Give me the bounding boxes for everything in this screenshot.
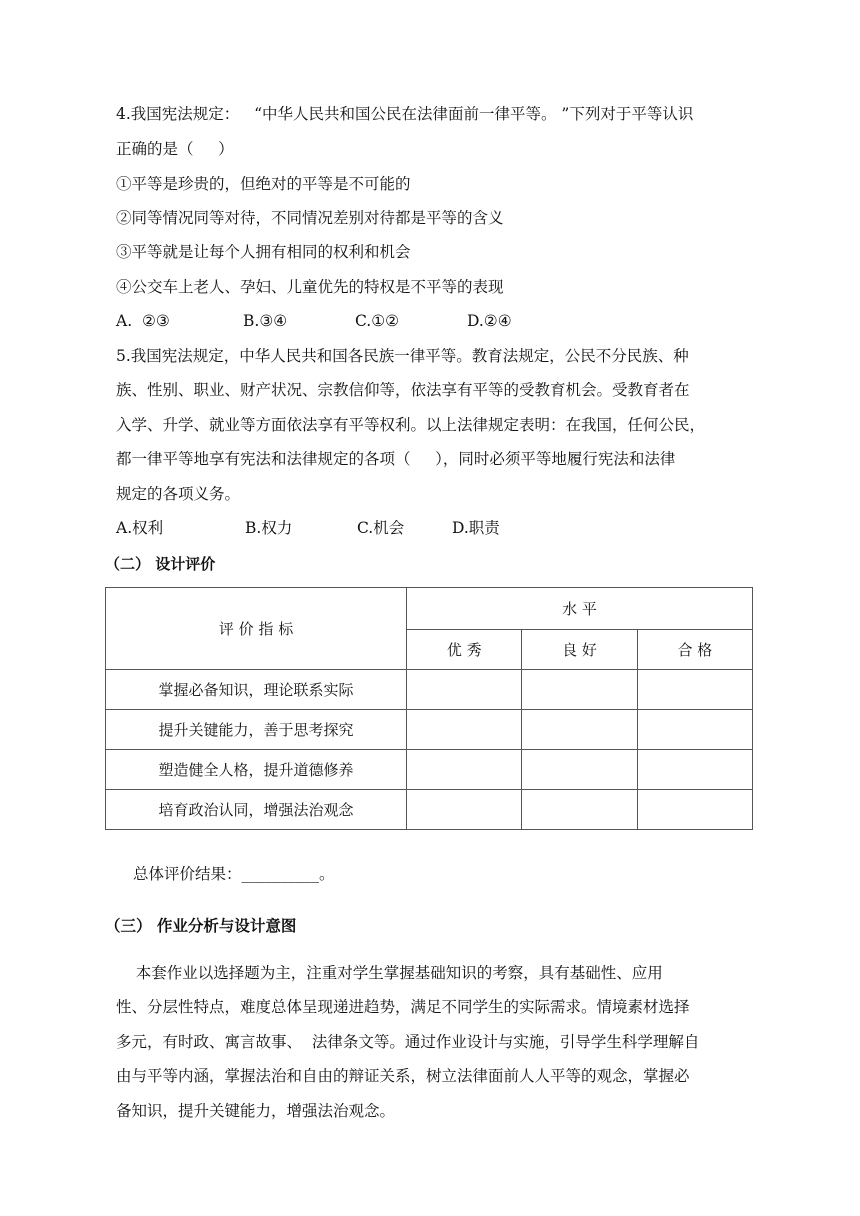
q4-choice-b: B.③④ xyxy=(243,312,288,330)
rating-cell[interactable] xyxy=(407,670,522,710)
rating-cell[interactable] xyxy=(407,790,522,830)
q5-stem-line4: 都一律平等地享有宪法和法律规定的各项（ ），同时必须平等地履行宪法和法律 xyxy=(116,450,676,468)
rating-cell[interactable] xyxy=(522,670,637,710)
evaluation-table xyxy=(105,587,753,830)
rating-cell[interactable] xyxy=(522,710,637,750)
q4-stem-line1: 4.我国宪法规定： “中华人民共和国公民在法律面前一律平等。 ”下列对于平等认识 xyxy=(116,105,694,123)
rating-cell[interactable] xyxy=(637,710,752,750)
analysis-line4: 由与平等内涵，掌握法治和自由的辩证关系，树立法律面前人人平等的观念，掌握必 xyxy=(116,1067,690,1085)
q4-choice-c: C.①② xyxy=(355,312,400,330)
q5-stem-line2: 族、性别、职业、财产状况、宗教信仰等，依法享有平等的受教育机会。受教育者在 xyxy=(116,381,690,399)
rating-cell[interactable] xyxy=(522,750,637,790)
analysis-line2: 性、分层性特点，难度总体呈现递进趋势，满足不同学生的实际需求。情境素材选择 xyxy=(116,998,690,1016)
q5-choice-d: D.职责 xyxy=(452,519,500,537)
rating-cell[interactable] xyxy=(522,790,637,830)
q4-stem-line2: 正确的是（ ） xyxy=(116,140,234,158)
table-row xyxy=(106,670,753,710)
q5-stem-line3: 入学、升学、就业等方面依法享有平等权利。以上法律规定表明：在我国，任何公民， xyxy=(116,416,706,434)
q5-stem-line5: 规定的各项义务。 xyxy=(116,485,241,503)
table-row xyxy=(106,750,753,790)
rating-cell[interactable] xyxy=(407,710,522,750)
q5-choice-a: A.权利 xyxy=(116,519,164,537)
rating-cell[interactable] xyxy=(637,670,752,710)
q5-choice-c: C.机会 xyxy=(357,519,405,537)
analysis-line1: 本套作业以选择题为主，注重对学生掌握基础知识的考察，具有基础性、应用 xyxy=(116,964,663,982)
section2-heading: （二） 设计评价 xyxy=(105,555,216,573)
criterion-cell: 提升关键能力，善于思考探究 xyxy=(106,710,407,750)
q5-choice-b: B.权力 xyxy=(245,519,293,537)
analysis-line3: 多元，有时政、寓言故事、 法律条文等。通过作业设计与实施，引导学生科学理解自 xyxy=(116,1033,700,1051)
level-excellent: 优 秀 xyxy=(407,630,522,670)
criterion-cell: 培育政治认同，增强法治观念 xyxy=(106,790,407,830)
q4-choice-a: A. ②③ xyxy=(116,312,170,330)
rating-cell[interactable] xyxy=(637,750,752,790)
criteria-header: 评 价 指 标 xyxy=(106,588,407,670)
section3-heading: （三） 作业分析与设计意图 xyxy=(105,917,297,935)
criterion-cell: 掌握必备知识，理论联系实际 xyxy=(106,670,407,710)
q4-option-1: ①平等是珍贵的，但绝对的平等是不可能的 xyxy=(116,175,411,193)
q4-choice-d: D.②④ xyxy=(467,312,512,330)
q4-option-3: ③平等就是让每个人拥有相同的权利和机会 xyxy=(116,243,411,261)
q4-option-2: ②同等情况同等对待，不同情况差别对待都是平等的含义 xyxy=(116,209,504,227)
overall-result: 总体评价结果：__________。 xyxy=(133,865,335,883)
q4-option-4: ④公交车上老人、孕妇、儿童优先的特权是不平等的表现 xyxy=(116,278,504,296)
rating-cell[interactable] xyxy=(637,790,752,830)
criterion-cell: 塑造健全人格，提升道德修养 xyxy=(106,750,407,790)
rating-cell[interactable] xyxy=(407,750,522,790)
table-row xyxy=(106,790,753,830)
analysis-line5: 备知识，提升关键能力，增强法治观念。 xyxy=(116,1102,396,1120)
level-header: 水 平 xyxy=(407,588,753,630)
level-good: 良 好 xyxy=(522,630,637,670)
table-row xyxy=(106,710,753,750)
q5-stem-line1: 5.我国宪法规定，中华人民共和国各民族一律平等。教育法规定，公民不分民族、种 xyxy=(116,347,689,365)
level-pass: 合 格 xyxy=(637,630,752,670)
